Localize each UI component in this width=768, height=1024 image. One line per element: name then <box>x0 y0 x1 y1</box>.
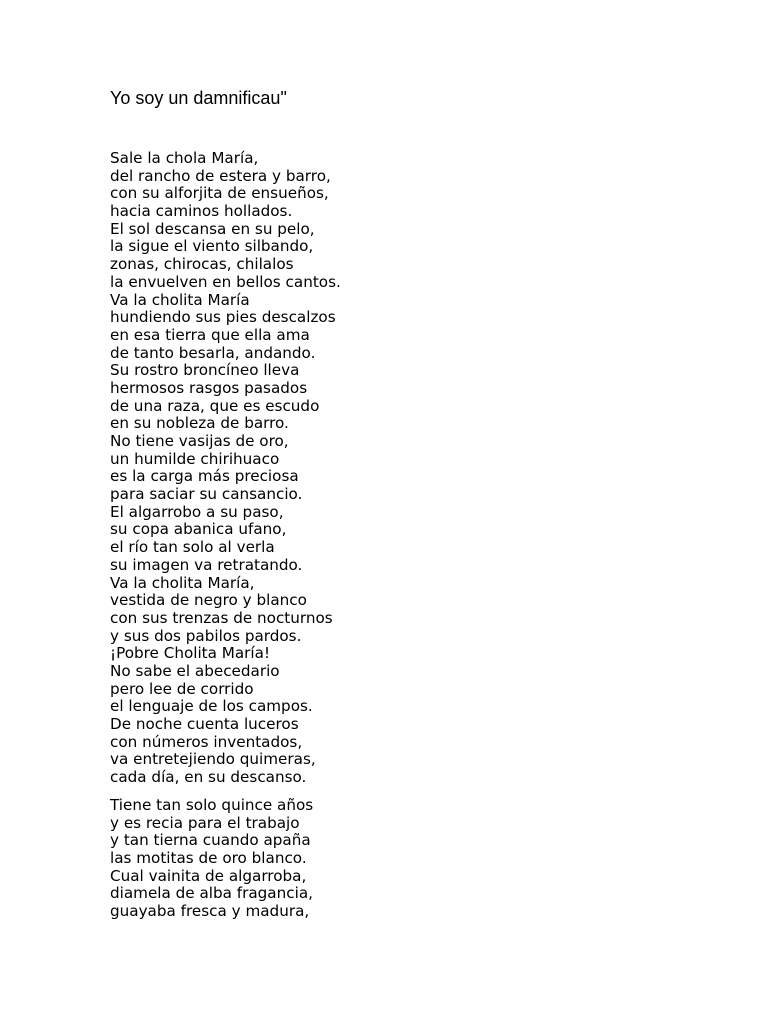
poem-line: cada día, en su descanso. <box>110 768 307 787</box>
poem-line: para saciar su cansancio. <box>110 485 303 504</box>
poem-line: ¡Pobre Cholita María! <box>110 644 271 663</box>
poem-line: Su rostro broncíneo lleva <box>110 361 300 380</box>
poem-line: con sus trenzas de nocturnos <box>110 608 333 627</box>
poem-line: con su alforjita de ensueños, <box>110 184 329 203</box>
stanza-1 <box>110 150 341 787</box>
poem-line: hacia caminos hollados. <box>110 202 293 221</box>
poem-line: del rancho de estera y barro, <box>110 166 331 185</box>
poem-line: de una raza, que es escudo <box>110 396 320 415</box>
poem-line: es la carga más preciosa <box>110 467 299 486</box>
poem-line: de tanto besarla, andando. <box>110 343 316 362</box>
poem-line: el lenguaje de los campos. <box>110 697 313 716</box>
poem-line: y tan tierna cuando apaña <box>110 831 311 850</box>
poem-line: El algarrobo a su paso, <box>110 502 284 521</box>
poem-line: hermosos rasgos pasados <box>110 378 308 397</box>
poem-line: vestida de negro y blanco <box>110 591 307 610</box>
poem-line: su imagen va retratando. <box>110 555 303 574</box>
poem-line: y es recia para el trabajo <box>110 813 300 832</box>
poem-line: pero lee de corrido <box>110 679 254 698</box>
poem-line: las motitas de oro blanco. <box>110 849 307 868</box>
poem-line: en su nobleza de barro. <box>110 414 289 433</box>
poem-line: el río tan solo al verla <box>110 538 275 557</box>
poem-line: y sus dos pabilos pardos. <box>110 626 302 645</box>
poem-line: Va la cholita María, <box>110 573 255 592</box>
poem-line: Va la cholita María <box>110 290 250 309</box>
poem-line: guayaba fresca y madura, <box>110 902 310 921</box>
poem-title: Yo soy un damnificau" <box>110 88 287 108</box>
poem-line: diamela de alba fragancia, <box>110 884 313 903</box>
poem-line: hundiendo sus pies descalzos <box>110 308 336 327</box>
stanza-2 <box>110 797 313 921</box>
poem-line: su copa abanica ufano, <box>110 520 287 539</box>
poem-line: Sale la chola María, <box>110 149 259 167</box>
poem-line: No sabe el abecedario <box>110 661 280 680</box>
poem-line: Tiene tan solo quince años <box>110 796 314 814</box>
poem-line: El sol descansa en su pelo, <box>110 219 315 238</box>
poem-line: va entretejiendo quimeras, <box>110 750 316 769</box>
poem-line: Cual vainita de algarroba, <box>110 866 307 885</box>
poem-line: la envuelven en bellos cantos. <box>110 272 341 291</box>
poem-line: un humilde chirihuaco <box>110 449 280 468</box>
poem-line: zonas, chirocas, chilalos <box>110 255 294 274</box>
poem-line: De noche cuenta luceros <box>110 715 299 733</box>
poem-line: con números inventados, <box>110 732 303 751</box>
poem-line: No tiene vasijas de oro, <box>110 432 289 450</box>
poem-line: la sigue el viento silbando, <box>110 237 314 256</box>
poem-line: en esa tierra que ella ama <box>110 325 310 344</box>
